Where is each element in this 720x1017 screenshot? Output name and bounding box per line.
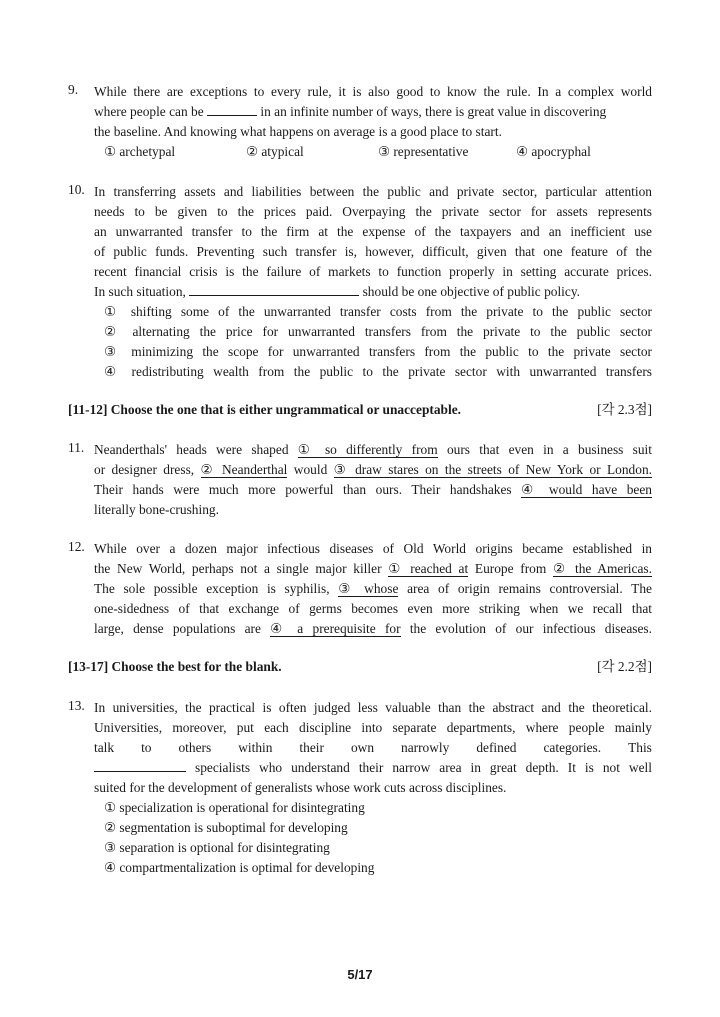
- word: others: [178, 740, 212, 755]
- answer-blank: [189, 282, 359, 296]
- underlined-choice-4[interactable]: ④ would have been: [521, 482, 652, 497]
- text-span: The sole possible exception is syphilis,: [94, 581, 330, 596]
- question-text-line: needs to be given to the prices paid. Overpaying the private sector for assets represents: [94, 204, 652, 219]
- question-text-line: [94, 579, 652, 599]
- section-points: [각 2.3점]: [597, 402, 652, 417]
- question-text-line: [94, 758, 652, 778]
- text-span: would: [293, 462, 328, 477]
- option-4[interactable]: ④ compartmentalization is optimal for developing: [104, 860, 375, 875]
- word: This: [628, 740, 652, 755]
- text-span: specialists who understand their narrow area in great depth. It is not well: [195, 760, 652, 775]
- question-text-line: [94, 619, 652, 639]
- text-span: Europe from: [474, 561, 547, 576]
- word: narrowly: [401, 740, 450, 755]
- question-text-line: Universities, moreover, put each discipline into separate departments, where people mainly: [94, 720, 652, 735]
- question-text-line: In universities, the practical is often judged less valuable than the abstract and the theoretical.: [94, 700, 652, 715]
- option-2[interactable]: ② atypical: [246, 144, 304, 159]
- page-number: 5/17: [347, 967, 373, 982]
- question-text-line: [94, 282, 652, 302]
- option-4[interactable]: ④ apocryphal: [516, 144, 591, 159]
- text-span: Their hands were much more powerful than ours. Their handshakes: [94, 482, 512, 497]
- word: categories.: [543, 740, 602, 755]
- question-number: 12.: [68, 539, 85, 554]
- text-span: Neanderthals' heads were shaped: [94, 442, 289, 457]
- text-span: the New World, perhaps not a single major killer: [94, 561, 382, 576]
- question-text-line: In transferring assets and liabilities between the public and private sector, particular attention: [94, 184, 652, 199]
- question-text-line: [94, 460, 652, 480]
- option-2[interactable]: ② alternating the price for unwarranted transfers from the private to the public sector: [104, 324, 652, 339]
- question-text-line: [94, 102, 652, 122]
- question-text-line: literally bone-crushing.: [94, 502, 219, 517]
- word: talk: [94, 740, 115, 755]
- text-span: should be one objective of public policy.: [362, 284, 581, 299]
- answer-blank: [94, 758, 186, 772]
- question-text-line: recent financial crisis is the failure of markets to function properly in setting accurate prices.: [94, 264, 652, 279]
- option-3[interactable]: ③ minimizing the scope for unwarranted transfers from the public to the private sector: [104, 344, 652, 359]
- question-number: 13.: [68, 698, 85, 713]
- text-span: where people can be: [94, 104, 204, 119]
- question-text-line: [94, 440, 652, 460]
- word: their: [299, 740, 324, 755]
- word: own: [350, 740, 375, 755]
- question-text-line: While over a dozen major infectious diseases of Old World origins became established in: [94, 541, 652, 556]
- question-number: 9.: [68, 82, 79, 97]
- question-text-line: one-sidedness of that exchange of germs becomes even more striking when we recall that: [94, 601, 652, 616]
- question-text-line: While there are exceptions to every rule, it is also good to know the rule. In a complex world: [94, 84, 652, 99]
- text-span: area of origin remains controversial. The: [407, 581, 652, 596]
- question-number: 11.: [68, 440, 85, 455]
- section-title: [13-17] Choose the best for the blank.: [68, 659, 282, 674]
- option-4[interactable]: ④ redistributing wealth from the public to the private sector with unwarranted transfers: [104, 364, 652, 379]
- underlined-choice-1[interactable]: ① reached at: [388, 561, 469, 576]
- option-1[interactable]: ① archetypal: [104, 144, 176, 159]
- option-1[interactable]: ① specialization is operational for disintegrating: [104, 800, 365, 815]
- text-span: large, dense populations are: [94, 621, 261, 636]
- underlined-choice-3[interactable]: ③ whose: [338, 581, 399, 596]
- word: to: [141, 740, 152, 755]
- answer-blank: [207, 102, 257, 116]
- question-text-line: suited for the development of generalists whose work cuts across disciplines.: [94, 780, 507, 795]
- option-3[interactable]: ③ representative: [378, 144, 469, 159]
- answer-options: [104, 142, 591, 162]
- option-1[interactable]: ① shifting some of the unwarranted transfer costs from the private to the public sector: [104, 304, 652, 319]
- text-span: the evolution of our infectious diseases.: [409, 621, 652, 636]
- section-points: [각 2.2점]: [597, 659, 652, 674]
- word: defined: [476, 740, 517, 755]
- question-text-line: [94, 480, 652, 500]
- section-header: [68, 657, 652, 677]
- question-number: 10.: [68, 182, 85, 197]
- question-text-line: [94, 559, 652, 579]
- underlined-choice-2[interactable]: ② the Americas.: [552, 561, 652, 576]
- underlined-choice-4[interactable]: ④ a prerequisite for: [270, 621, 401, 636]
- text-span: In such situation,: [94, 284, 186, 299]
- text-span: ours that even in a business suit: [446, 442, 652, 457]
- section-header: [68, 400, 652, 420]
- underlined-choice-1[interactable]: ① so differently from: [297, 442, 438, 457]
- question-text-line: an unwarranted transfer to the firm at the expense of the taxpayers and an inefficient use: [94, 224, 652, 239]
- option-2[interactable]: ② segmentation is suboptimal for developing: [104, 820, 348, 835]
- question-text-line: [94, 738, 652, 758]
- underlined-choice-3[interactable]: ③ draw stares on the streets of New York or London.: [333, 462, 652, 477]
- question-text-line: of public funds. Preventing such transfer is, however, difficult, given that one feature of the: [94, 244, 652, 259]
- option-3[interactable]: ③ separation is optional for disintegrating: [104, 840, 330, 855]
- text-span: in an infinite number of ways, there is great value in discovering: [260, 104, 607, 119]
- question-text-line: the baseline. And knowing what happens on average is a good place to start.: [94, 124, 502, 139]
- word: within: [238, 740, 273, 755]
- underlined-choice-2[interactable]: ② Neanderthal: [200, 462, 288, 477]
- text-span: or designer dress,: [94, 462, 195, 477]
- section-title: [11-12] Choose the one that is either ungrammatical or unacceptable.: [68, 402, 462, 417]
